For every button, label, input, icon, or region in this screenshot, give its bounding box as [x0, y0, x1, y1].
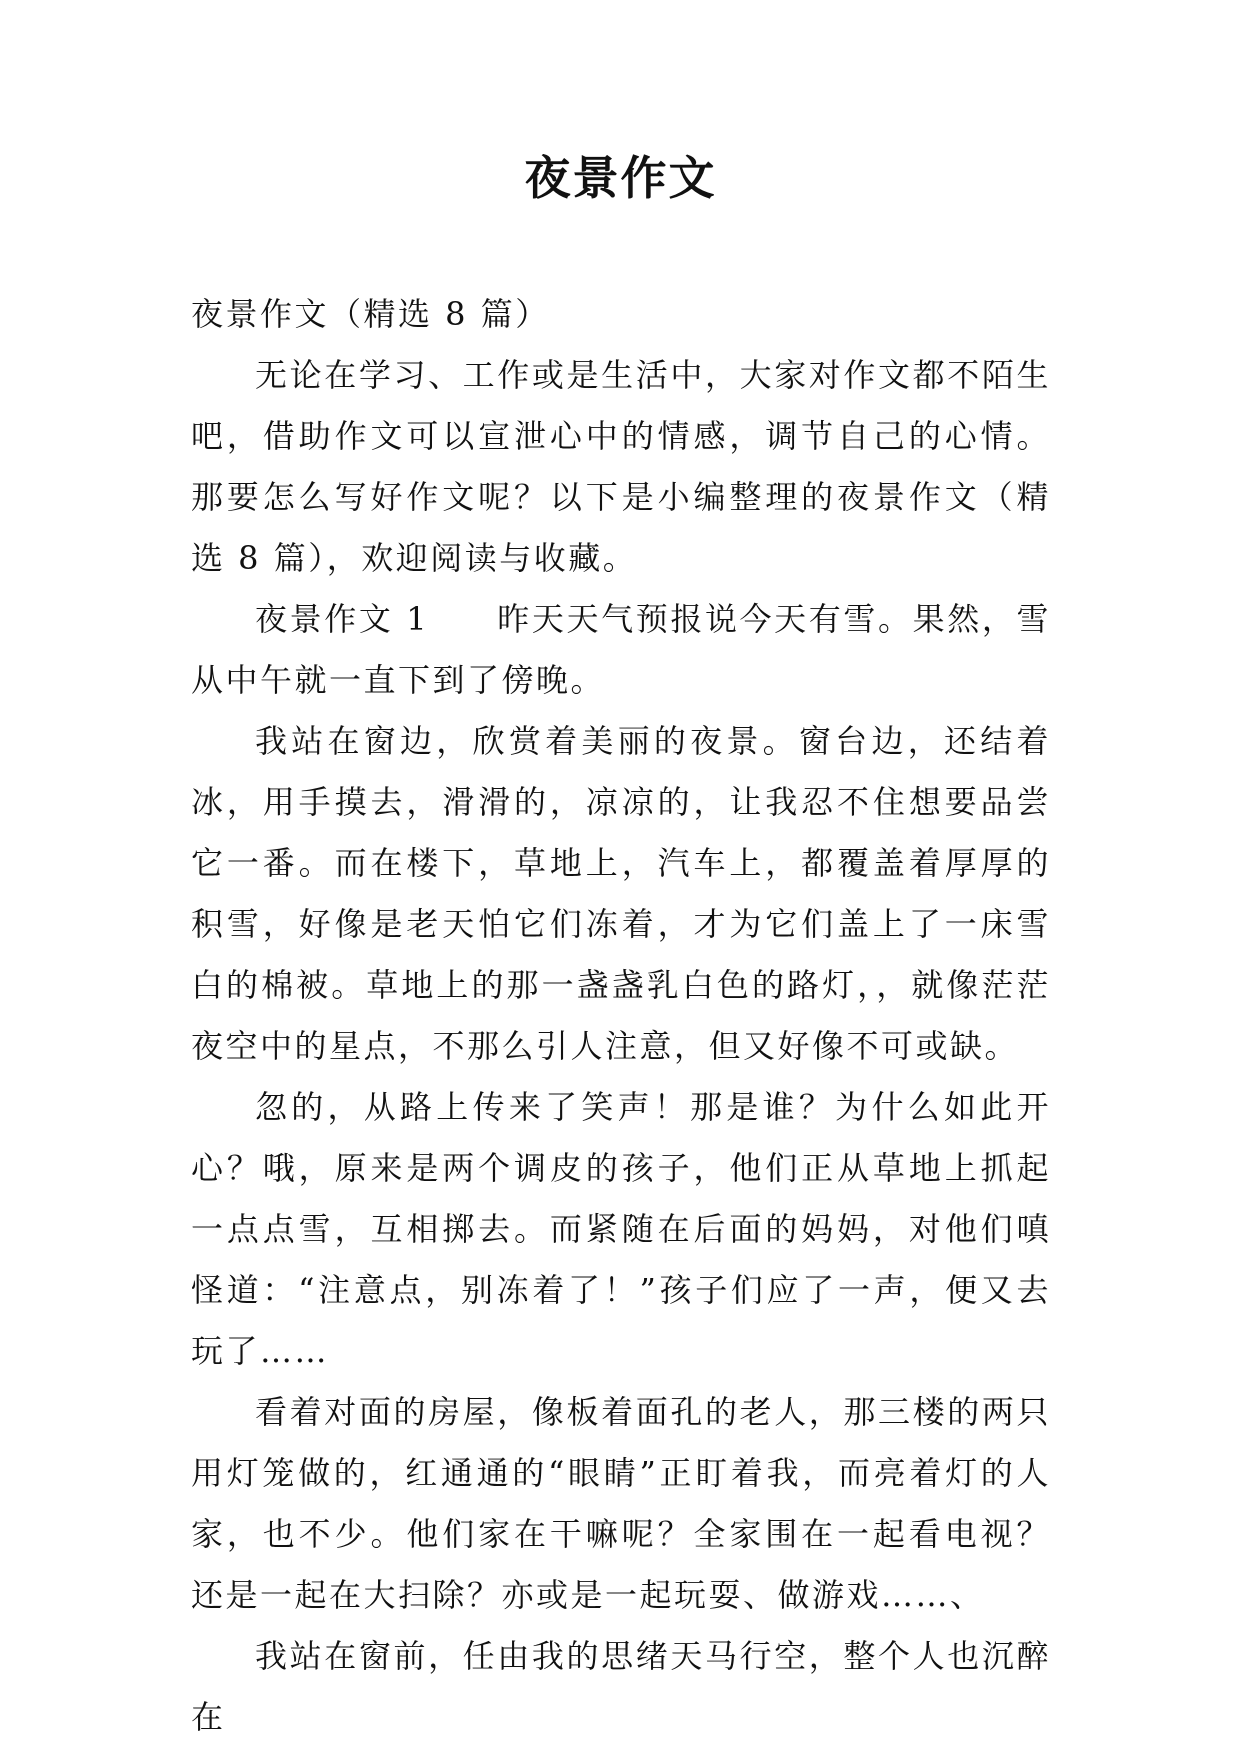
essay-1-opening-paragraph	[191, 589, 1051, 711]
paragraph: 我站在窗边，欣赏着美丽的夜景。窗台边，还结着冰，用手摸去，滑滑的，凉凉的，让我忍不住想要品尝它一番。而在楼下，草地上，汽车上，都覆盖着厚厚的积雪，好像是老天怕它们冻着，才为它们盖上了一床雪白的棉被。草地上的那一盏盏乳白色的路灯，，就像茫茫夜空中的星点，不那么引人注意，但又好像不可或缺。	[191, 722, 1051, 1065]
paragraph: 忽的，从路上传来了笑声！那是谁？为什么如此开心？哦，原来是两个调皮的孩子，他们正从草地上抓起一点点雪，互相掷去。而紧随在后面的妈妈，对他们嗔怪道：“注意点，别冻着了！”孩子们应了一声，便又去玩了……	[191, 1088, 1051, 1370]
paragraph: 看着对面的房屋，像板着面孔的老人，那三楼的两只用灯笼做的，红通通的“眼睛”正盯着我，而亮着灯的人家，也不少。他们家在干嘛呢？全家围在一起看电视？还是一起在大扫除？亦或是一起玩耍、做游戏……、	[191, 1393, 1051, 1614]
document-body	[191, 284, 1051, 1748]
paragraph: 我站在窗前，任由我的思绪天马行空，整个人也沉醉在	[191, 1637, 1051, 1736]
document-title: 夜景作文	[524, 151, 717, 205]
essay-1-heading: 夜景作文 1	[255, 600, 430, 638]
intro-paragraph: 无论在学习、工作或是生活中，大家对作文都不陌生吧，借助作文可以宣泄心中的情感，调节自己的心情。那要怎么写好作文呢？以下是小编整理的夜景作文（精选 8 篇），欢迎阅读与收藏。	[191, 356, 1051, 577]
document-subtitle: 夜景作文（精选 8 篇）	[191, 295, 550, 333]
essay-1-first-sentence: 昨天天气预报说今天有雪。果然，雪从中午就一直下到了傍晚。	[191, 600, 1051, 699]
